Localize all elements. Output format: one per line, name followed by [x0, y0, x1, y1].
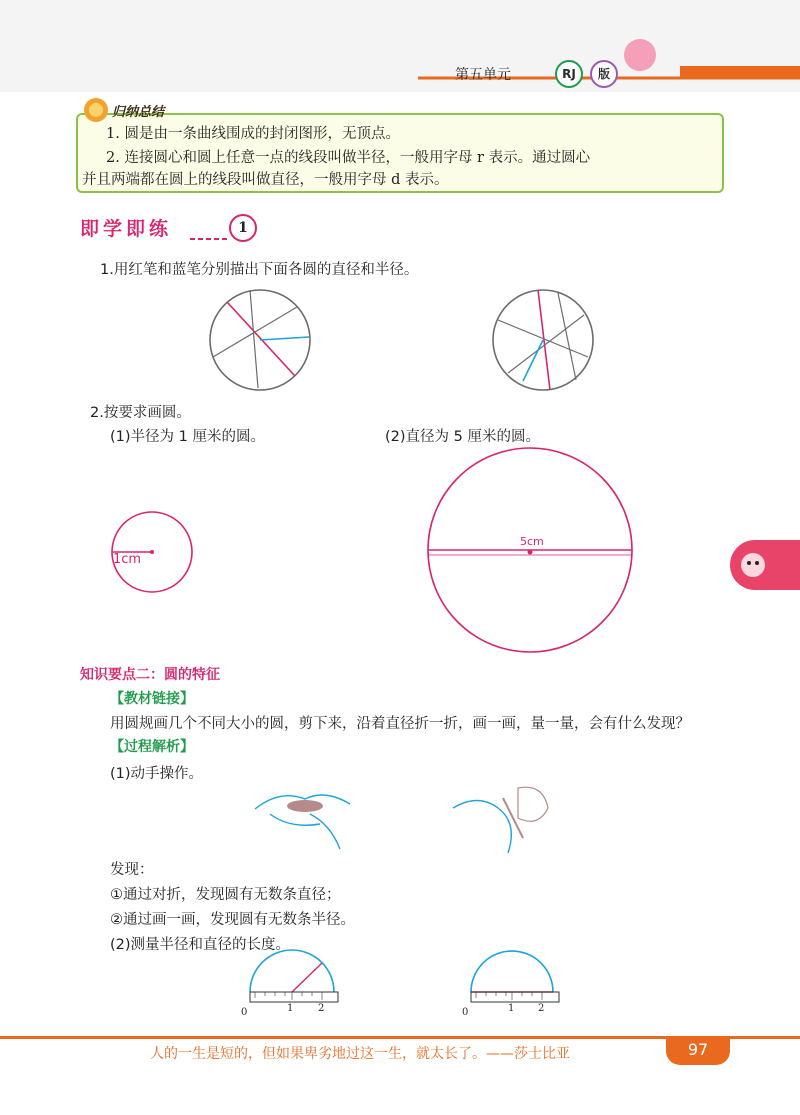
label-5cm: 5cm — [520, 535, 544, 548]
label-1cm: 1cm — [113, 552, 142, 567]
header-stripe — [680, 66, 800, 78]
practice-title: 即学即练 — [80, 218, 173, 240]
drawing-hands-illustration — [448, 778, 558, 858]
knowledge-title: 知识要点二：圆的特征 — [80, 667, 220, 683]
question-2-part-2: (2)直径为 5 厘米的圆。 — [385, 429, 540, 445]
header-decoration — [0, 0, 800, 92]
fox-icon — [738, 550, 768, 580]
material-text: 用圆规画几个不同大小的圆，剪下来，沿着直径折一折，画一画，量一量，会有什么发现？ — [110, 716, 690, 732]
ruler2-tick-2: 2 — [538, 1003, 545, 1014]
summary-line-1: 1. 圆是由一条曲线围成的封闭图形，无顶点。 — [106, 126, 400, 142]
q1-circle-left — [205, 285, 315, 395]
finding-1: ①通过对折，发现圆有无数条直径； — [110, 887, 341, 903]
process-heading: 【过程解析】 — [110, 739, 194, 755]
ruler1-tick-1: 1 — [287, 1003, 294, 1014]
question-2: 2.按要求画圆。 — [90, 405, 191, 421]
ruler2-tick-0: 0 — [462, 1007, 469, 1018]
radius-ruler — [245, 950, 345, 1020]
circle-5cm — [426, 446, 636, 656]
ruler2-tick-1: 1 — [508, 1003, 515, 1014]
finding-2: ②通过画一画，发现圆有无数条半径。 — [110, 912, 355, 928]
material-link-heading: 【教材链接】 — [110, 691, 194, 707]
ruler1-tick-2: 2 — [318, 1003, 325, 1014]
footer-quote: 人的一生是短的，但如果卑劣地过这一生，就太长了。——莎士比亚 — [150, 1046, 570, 1062]
step-1: (1)动手操作。 — [110, 766, 204, 782]
q1-circle-right — [488, 285, 598, 395]
edition-badge: 版 — [590, 60, 618, 88]
diameter-ruler — [468, 950, 568, 1020]
unit-title: 第五单元 — [455, 67, 511, 83]
summary-line-2: 2. 连接圆心和圆上任意一点的线段叫做半径，一般用字母 r 表示。通过圆心 — [106, 150, 591, 166]
rj-badge: RJ — [555, 60, 583, 88]
mascot-icon — [624, 39, 656, 71]
folding-hands-illustration — [250, 784, 360, 854]
practice-number: 1 — [229, 214, 257, 242]
findings-label: 发现： — [110, 862, 154, 878]
page-number: 97 — [666, 1037, 730, 1065]
question-1: 1.用红笔和蓝笔分别描出下面各圆的直径和半径。 — [100, 262, 419, 278]
step-2: (2)测量半径和直径的长度。 — [110, 937, 291, 953]
summary-line-3: 并且两端都在圆上的线段叫做直径，一般用字母 d 表示。 — [82, 172, 449, 188]
ruler1-tick-0: 0 — [241, 1007, 248, 1018]
summary-tag: 归纳总结 — [112, 105, 165, 120]
question-2-part-1: (1)半径为 1 厘米的圆。 — [110, 429, 265, 445]
